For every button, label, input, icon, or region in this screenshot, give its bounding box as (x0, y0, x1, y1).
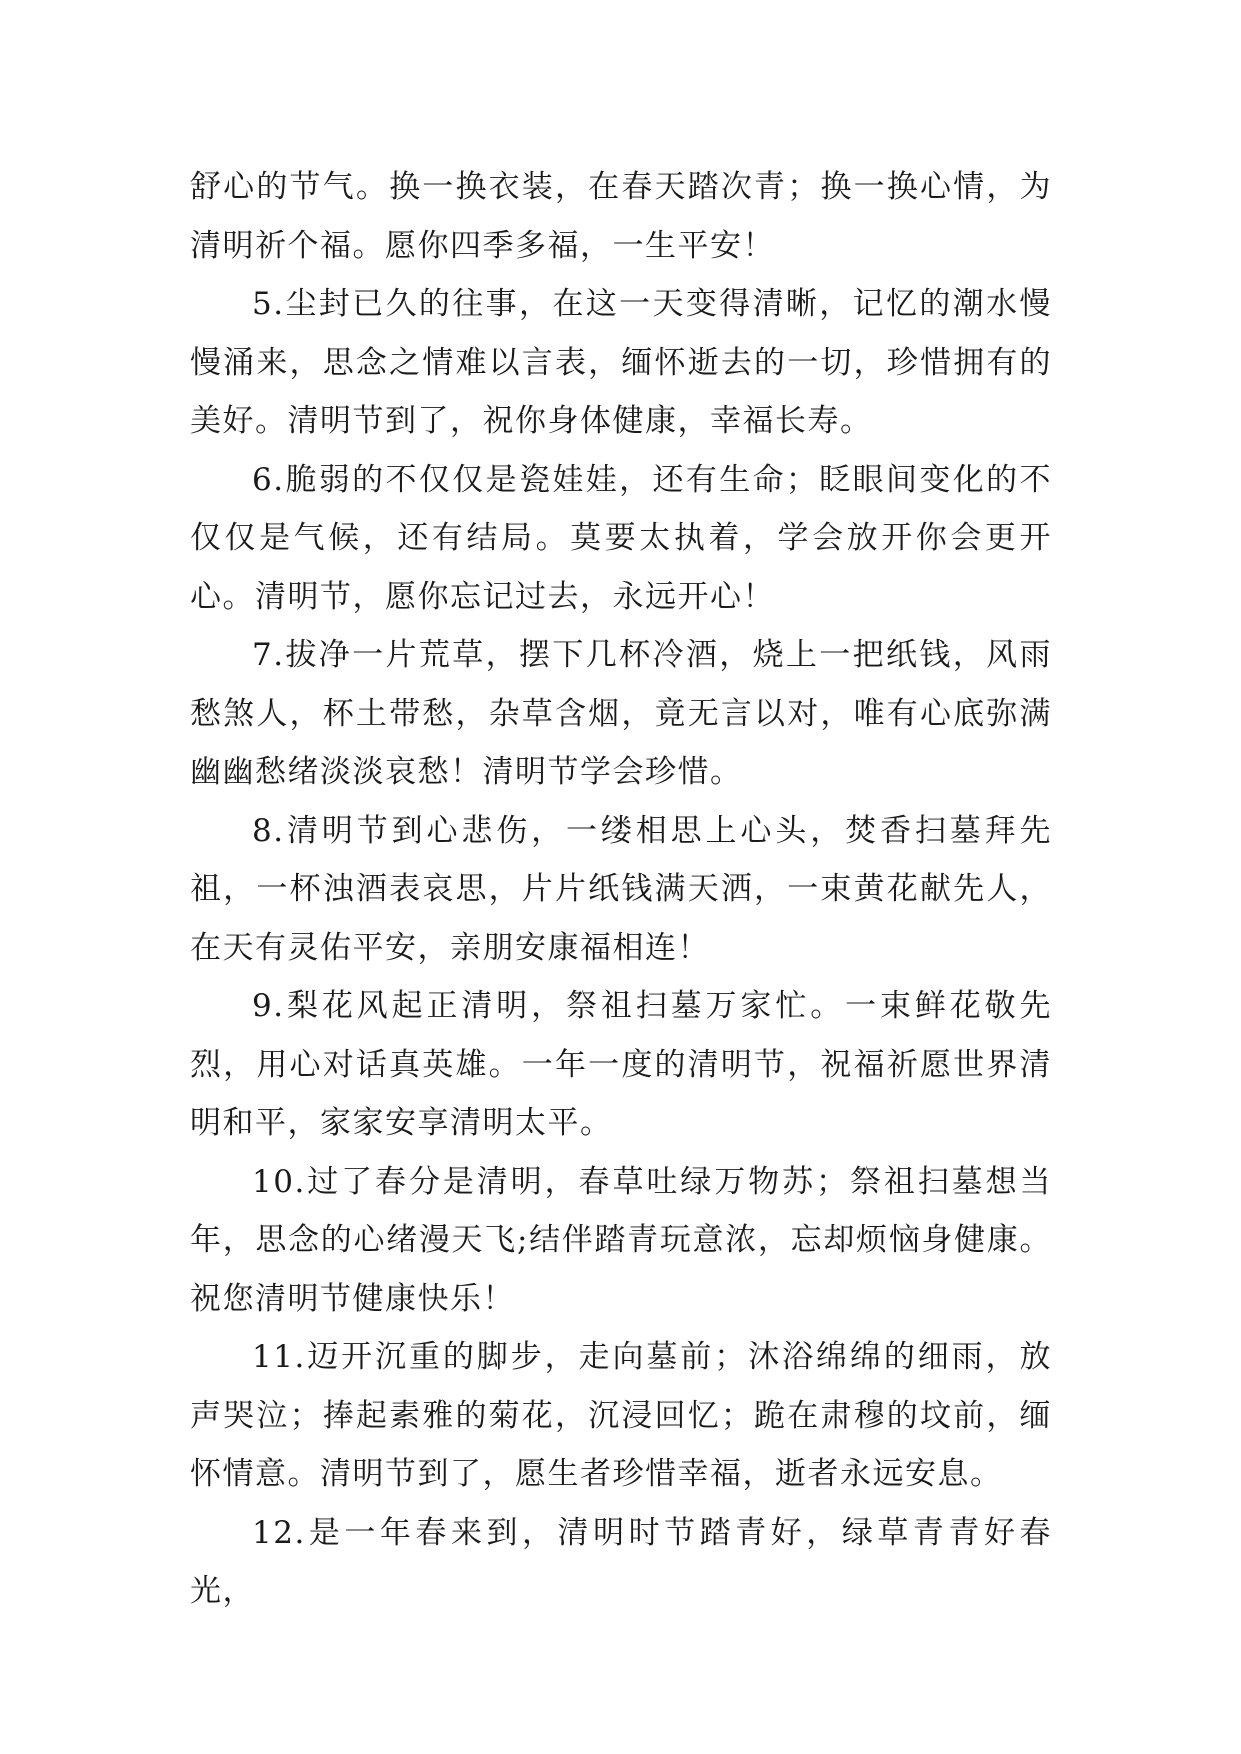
paragraph-continuation: 舒心的节气。换一换衣装，在春天踏次青；换一换心情，为清明祈个福。愿你四季多福，一生平安！ (190, 169, 1052, 264)
paragraph-item-12: 12.是一年春来到，清明时节踏青好，绿草青青好春光， (190, 1514, 1052, 1609)
paragraph-item-6: 6.脆弱的不仅仅是瓷娃娃，还有生命；眨眼间变化的不仅仅是气候，还有结局。莫要太执着，学会放开你会更开心。清明节，愿你忘记过去，永远开心！ (190, 461, 1052, 615)
paragraph-item-5: 5.尘封已久的往事，在这一天变得清晰，记忆的潮水慢慢涌来，思念之情难以言表，缅怀逝去的一切，珍惜拥有的美好。清明节到了，祝你身体健康，幸福长寿。 (190, 286, 1052, 439)
document-body (190, 158, 1052, 1621)
paragraph-item-8: 8.清明节到心悲伤，一缕相思上心头，焚香扫墓拜先祖，一杯浊酒表哀思，片片纸钱满天洒，一束黄花献先人，在天有灵佑平安，亲朋安康福相连！ (190, 812, 1052, 966)
paragraph-item-7: 7.拔净一片荒草，摆下几杯冷酒，烧上一把纸钱，风雨愁煞人，杯土带愁，杂草含烟，竟无言以对，唯有心底弥满幽幽愁绪淡淡哀愁！清明节学会珍惜。 (190, 637, 1052, 790)
paragraph-item-10: 10.过了春分是清明，春草吐绿万物苏；祭祖扫墓想当年，思念的心绪漫天飞;结伴踏青玩意浓，忘却烦恼身健康。祝您清明节健康快乐！ (190, 1163, 1052, 1317)
paragraph-item-11: 11.迈开沉重的脚步，走向墓前；沐浴绵绵的细雨，放声哭泣；捧起素雅的菊花，沉浸回忆；跪在肃穆的坟前，缅怀情意。清明节到了，愿生者珍惜幸福，逝者永远安息。 (190, 1339, 1052, 1492)
paragraph-item-9: 9.梨花风起正清明，祭祖扫墓万家忙。一束鲜花敬先烈，用心对话真英雄。一年一度的清明节，祝福祈愿世界清明和平，家家安享清明太平。 (190, 988, 1052, 1141)
